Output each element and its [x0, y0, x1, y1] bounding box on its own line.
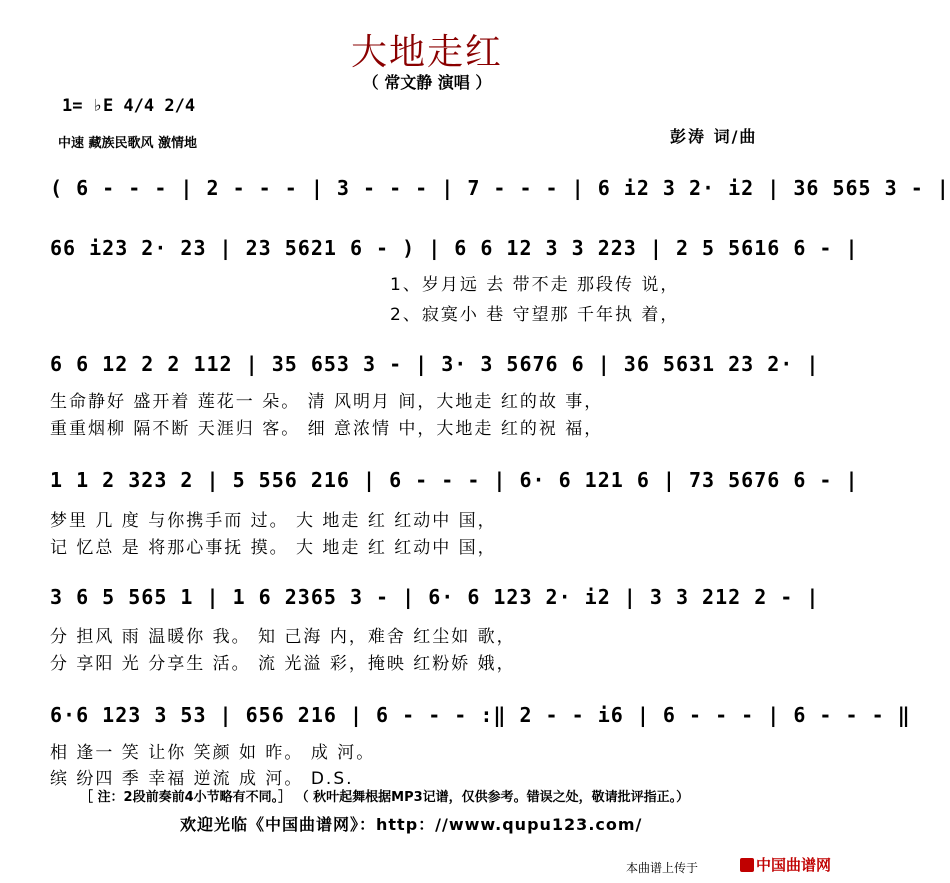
lyric-line-5-verse-2: 分 享阳 光 分享生 活。 流 光溢 彩，掩映 红粉娇 娥， [50, 654, 516, 674]
notation-line-6: 6·6 123 3 53 | 656 216 | 6 - - - :‖ 2 - - i6 | 6 - - - | 6 - - - ‖ [50, 703, 911, 727]
uploaded-label: 本曲谱上传于 [626, 861, 699, 875]
lyric-line-6-verse-2: 缤 纷四 季 幸福 逆流 成 河。 D.S. [50, 769, 354, 789]
notation-line-1: ( 6 - - - | 2 - - - | 3 - - - | 7 - - - | 6 i2 3 2· i2 | 36 565 3 - | [50, 176, 950, 200]
tempo-style: 中速 藏族民歌风 激情地 [58, 136, 198, 151]
site-logo[interactable] [740, 854, 831, 875]
lyric-line-5-verse-1: 分 担风 雨 温暖你 我。 知 己海 内，难舍 红尘如 歌， [50, 627, 516, 647]
lyric-line-4-verse-1: 梦里 几 度 与你携手而 过。 大 地走 红 红动中 国， [50, 511, 497, 531]
lyric-line-4-verse-2: 记 忆总 是 将那心事抚 摸。 大 地走 红 红动中 国， [50, 538, 497, 558]
notation-line-4: 1 1 2 323 2 | 5 556 216 | 6 - - - | 6· 6 121 6 | 73 5676 6 - | [50, 468, 859, 492]
footnote: ［ 注：2段前奏前4小节略有不同。］ （ 秋叶起舞根据MP3记谱，仅供参考。错误之处，敬请批评指正。） [80, 790, 690, 805]
singer-credit: （ 常文静 演唱 ） [362, 73, 492, 92]
key-signature: 1= ♭E 4/4 2/4 [62, 96, 196, 116]
notation-line-5: 3 6 5 565 1 | 1 6 2365 3 - | 6· 6 123 2· i2 | 3 3 212 2 - | [50, 585, 820, 609]
lyric-line-2-verse-2: 2、寂寞小 巷 守望那 千年执 着， [390, 305, 680, 325]
logo-text: 中国曲谱网 [756, 856, 832, 874]
logo-icon [740, 858, 754, 872]
lyric-line-2-verse-1: 1、岁月远 去 带不走 那段传 说， [390, 275, 680, 295]
lyric-line-3-verse-2: 重重烟柳 隔不断 天涯归 客。 细 意浓情 中，大地走 红的祝 福， [50, 419, 604, 439]
lyric-line-3-verse-1: 生命静好 盛开着 莲花一 朵。 清 风明月 间，大地走 红的故 事， [50, 392, 604, 412]
notation-line-3: 6 6 12 2 2 112 | 35 653 3 - | 3· 3 5676 6 | 36 5631 23 2· | [50, 352, 820, 376]
author-credit: 彭涛 词/曲 [670, 127, 758, 146]
lyric-line-6-verse-1: 相 逢一 笑 让你 笑颜 如 昨。 成 河。 [50, 743, 376, 763]
notation-line-2: 66 i23 2· 23 | 23 5621 6 - ) | 6 6 12 3 3 223 | 2 5 5616 6 - | [50, 236, 859, 260]
welcome-link[interactable]: 欢迎光临《中国曲谱网》：http：//www.qupu123.com/ [180, 815, 643, 834]
song-title: 大地走红 [350, 32, 503, 73]
